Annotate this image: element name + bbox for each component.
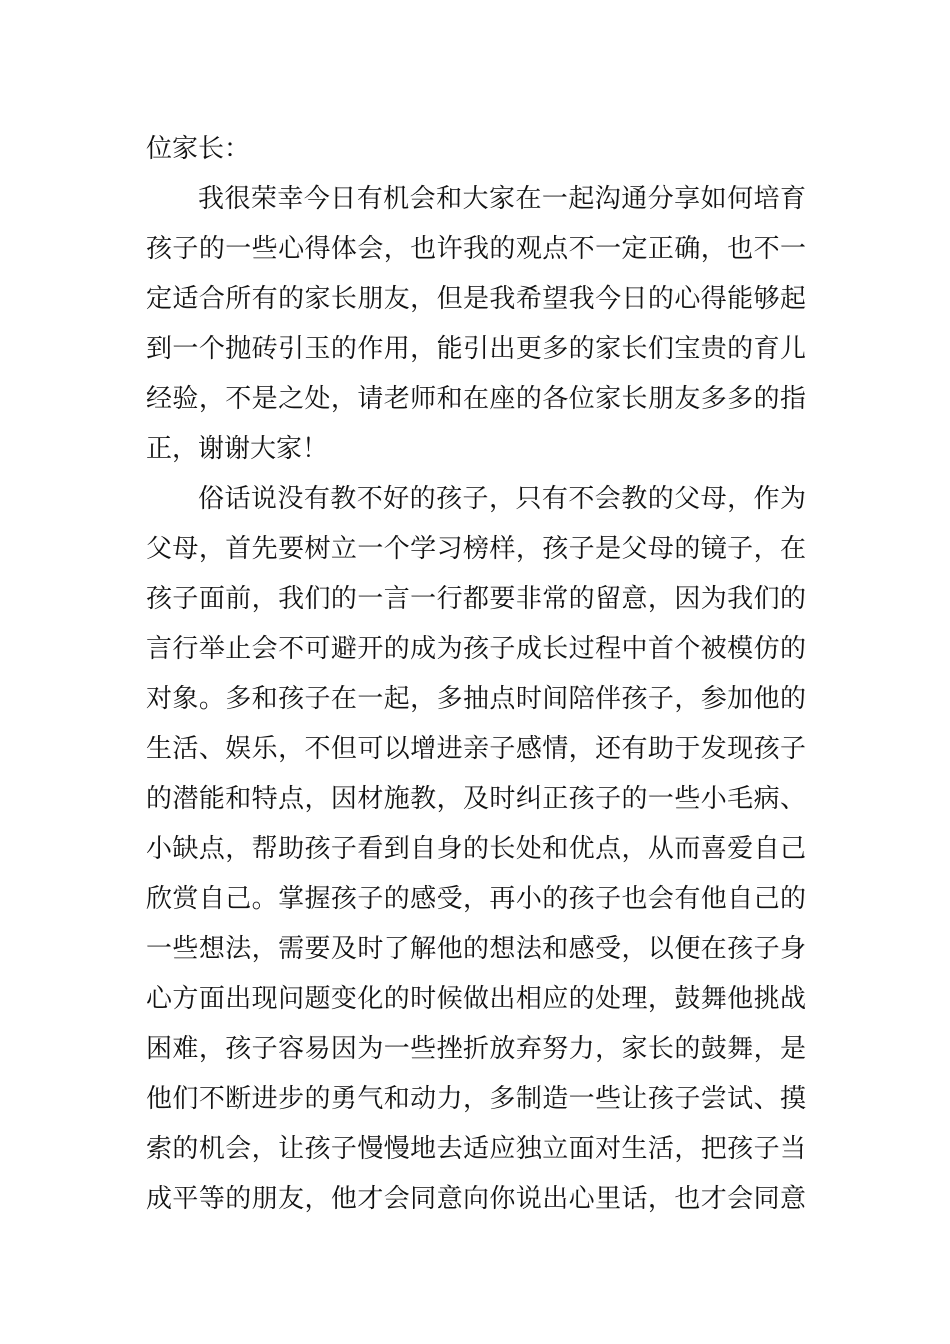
paragraph-2-line-5: 对象。多和孩子在一起，多抽点时间陪伴孩子，参加他的 — [146, 684, 806, 714]
paragraph-1-line-5: 经验，不是之处，请老师和在座的各位家长朋友多多的指 — [146, 384, 806, 414]
paragraph-2-line-8: 小缺点，帮助孩子看到自身的长处和优点，从而喜爱自己 — [146, 834, 806, 864]
paragraph-2-line-4: 言行举止会不可避开的成为孩子成长过程中首个被模仿的 — [146, 634, 806, 664]
paragraph-2-line-3: 孩子面前，我们的一言一行都要非常的留意，因为我们的 — [146, 584, 806, 614]
paragraph-2-line-13: 他们不断进步的勇气和动力，多制造一些让孩子尝试、摸 — [146, 1084, 806, 1114]
greeting-line: 位家长： — [146, 134, 251, 164]
document-body — [146, 124, 806, 1224]
paragraph-2-line-10: 一些想法，需要及时了解他的想法和感受，以便在孩子身 — [146, 934, 806, 964]
paragraph-2-line-12: 困难，孩子容易因为一些挫折放弃努力，家长的鼓舞，是 — [146, 1034, 806, 1064]
paragraph-1-line-3: 定适合所有的家长朋友，但是我希望我今日的心得能够起 — [146, 284, 806, 314]
paragraph-2-line-1: 俗话说没有教不好的孩子，只有不会教的父母，作为 — [198, 484, 806, 514]
paragraph-2-line-6: 生活、娱乐，不但可以增进亲子感情，还有助于发现孩子 — [146, 734, 806, 764]
paragraph-1-line-1: 我很荣幸今日有机会和大家在一起沟通分享如何培育 — [198, 184, 806, 214]
paragraph-2-line-7: 的潜能和特点，因材施教，及时纠正孩子的一些小毛病、 — [146, 784, 806, 814]
paragraph-2-line-15: 成平等的朋友，他才会同意向你说出心里话，也才会同意 — [146, 1184, 806, 1214]
paragraph-1-line-2: 孩子的一些心得体会，也许我的观点不一定正确，也不一 — [146, 234, 806, 264]
paragraph-2-line-2: 父母，首先要树立一个学习榜样，孩子是父母的镜子，在 — [146, 534, 806, 564]
paragraph-1-line-6: 正，谢谢大家！ — [146, 434, 329, 464]
paragraph-2-line-11: 心方面出现问题变化的时候做出相应的处理，鼓舞他挑战 — [146, 984, 806, 1014]
paragraph-2-line-14: 索的机会，让孩子慢慢地去适应独立面对生活，把孩子当 — [146, 1134, 806, 1164]
paragraph-2-line-9: 欣赏自己。掌握孩子的感受，再小的孩子也会有他自己的 — [146, 884, 806, 914]
paragraph-1-line-4: 到一个抛砖引玉的作用，能引出更多的家长们宝贵的育儿 — [146, 334, 806, 364]
